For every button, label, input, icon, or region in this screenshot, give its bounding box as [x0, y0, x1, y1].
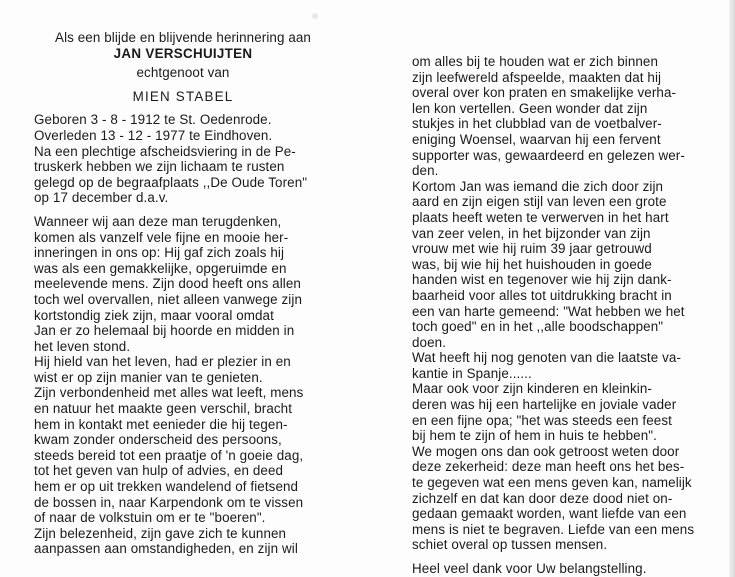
text-line: steeds bereid tot een praatje of 'n goeie dag,: [34, 447, 304, 463]
text-line: kwam zonder onderscheid des persoons,: [34, 432, 282, 448]
paragraph: [34, 385, 332, 525]
text-line: en een fijne opa; "het was steeds een feest: [412, 412, 672, 428]
facts-block: [34, 112, 332, 206]
scan-speck: [312, 13, 318, 19]
fact-line: Na een plechtige afscheidsviering in de Pe-: [34, 143, 296, 159]
text-line: komen als vanzelf vele fijne en mooie her-: [34, 229, 289, 245]
text-line: of naar de volkstuin om er te "boeren".: [34, 510, 266, 526]
text-line: wist er op zijn manier van te genieten.: [34, 369, 263, 385]
spouse-label: echtgenoot van: [136, 65, 230, 81]
text-line: om alles bij te houden wat er zich binnen: [412, 54, 659, 69]
left-column: [34, 30, 332, 557]
text-line: zijn leefwereld afspeelde, maakten dat hij: [412, 69, 662, 85]
text-line: en natuur het maakte geen verschil, bracht: [34, 401, 293, 417]
text-line: len kon vertellen. Geen wonder dat zijn: [412, 100, 648, 116]
text-line: aard en zijn eigen stijl van leven een grote: [412, 194, 667, 210]
text-line: handen wist en tegenover wie hij zijn dank-: [412, 272, 672, 288]
text-line: Wanneer wij aan deze man terugdenken,: [34, 213, 282, 229]
text-line: eniging Woensel, waarvan hij een fervent: [412, 131, 661, 147]
text-line: Wat heeft hij nog genoten van die laatste va-: [412, 350, 682, 366]
text-line: Kortom Jan was iemand die zich door zijn: [412, 178, 664, 194]
text-line: een van harte gemeend: "Wat hebben we het: [412, 303, 685, 319]
paragraph: [412, 350, 716, 381]
text-line: mens is niet te begraven. Liefde van een mens: [412, 521, 695, 537]
fact-line: op 17 december d.a.v.: [34, 190, 169, 206]
text-line: hem in kontakt met eenieder die hij tegen-: [34, 416, 288, 432]
text-line: kortstondig ziek zijn, maar vooral omdat: [34, 307, 274, 323]
text-line: aanpassen aan omstandigheden, en zijn wil: [34, 541, 298, 557]
fact-line: truskerk hebben we zijn lichaam te rusten: [34, 159, 285, 175]
text-line: toch goed" en in het ,,alle boodschappen": [412, 319, 664, 335]
fact-line: gelegd op de begraafplaats ,,De Oude Toren": [34, 174, 308, 190]
deceased-name: JAN VERSCHUIJTEN: [113, 45, 253, 61]
text-line: was als een gemakkelijke, opgeruimde en: [34, 260, 287, 276]
text-line: van zeer velen, in het bijzonder van zijn: [412, 225, 651, 241]
text-line: We mogen ons dan ook getroost weten door: [412, 443, 680, 459]
text-line: Zijn belezenheid, zijn gave zich te kunnen: [34, 525, 287, 541]
paragraph: [412, 381, 716, 443]
text-line: zichzelf en dat kan door deze dood niet on-: [412, 490, 673, 506]
paragraph: [34, 526, 332, 557]
text-line: overal over kon praten en smakelijke verha-: [412, 85, 677, 101]
text-line: de bossen in, naar Karpendonk om te vissen: [34, 494, 304, 510]
text-line: gedaan gemaakt worden, want liefde van een: [412, 506, 687, 522]
spouse-name: MIEN STABEL: [132, 88, 234, 104]
scan-edge: [729, 0, 735, 577]
text-line: supporter was, gewaardeerd en gelezen wer-: [412, 147, 685, 163]
text-line: te gegeven wat een mens geven kan, namelijk: [412, 475, 692, 491]
text-line: doen.: [412, 334, 447, 350]
right-column: [412, 54, 716, 577]
paragraph: [34, 214, 332, 354]
text-line: schiet overal op tussen mensen.: [412, 537, 608, 553]
paragraph: [412, 179, 716, 351]
text-line: Maar ook voor zijn kinderen en kleinkin-: [412, 381, 652, 397]
text-line: Jan er zo helemaal bij hoorde en midden in: [34, 323, 295, 339]
paragraph: [412, 444, 716, 553]
fact-line: Geboren 3 - 8 - 1912 te St. Oedenrode.: [34, 112, 272, 128]
text-line: den.: [412, 163, 439, 179]
text-line: Zijn verbondenheid met alles wat leeft, mens: [34, 385, 304, 401]
paragraph: [34, 354, 332, 385]
text-line: baarheid voor alles tot uitdrukking bracht in: [412, 287, 672, 303]
text-line: meelevende mens. Zijn dood heeft ons allen: [34, 276, 301, 292]
text-line: bij hem te zijn of hem in huis te hebben".: [412, 428, 657, 444]
text-line: plaats heeft weten te verwerven in het hart: [412, 209, 669, 225]
text-line: stukjes in het clubblad van de voetbalver-: [412, 116, 662, 132]
intro-line: Als een blijde en blijvende herinnering aan: [55, 30, 311, 45]
text-line: toch wel overvallen, niet alleen vanwege zijn: [34, 291, 303, 307]
text-line: kantie in Spanje......: [412, 365, 532, 381]
text-line: was, bij wie hij het huishouden in goede: [412, 256, 652, 272]
text-line: Hij hield van het leven, had er plezier in en: [34, 354, 291, 370]
fact-line: Overleden 13 - 12 - 1977 te Eindhoven.: [34, 127, 273, 143]
text-line: hem er op uit trekken wandelend of fietsend: [34, 479, 299, 495]
text-line: deren was hij een hartelijke en joviale vader: [412, 397, 677, 413]
text-line: deze zekerheid: deze man heeft ons het bes-: [412, 459, 685, 475]
text-line: vrouw met wie hij ruim 39 jaar getrouwd: [412, 241, 652, 257]
paragraph: [412, 54, 716, 179]
text-line: tot het geven van hulp of advies, en deed: [34, 463, 284, 479]
text-line: het leven stond.: [34, 338, 131, 354]
text-line: inneringen in ons op: Hij gaf zich zoals hij: [34, 245, 285, 261]
closing-line: Heel veel dank voor Uw belangstelling.: [412, 561, 647, 576]
